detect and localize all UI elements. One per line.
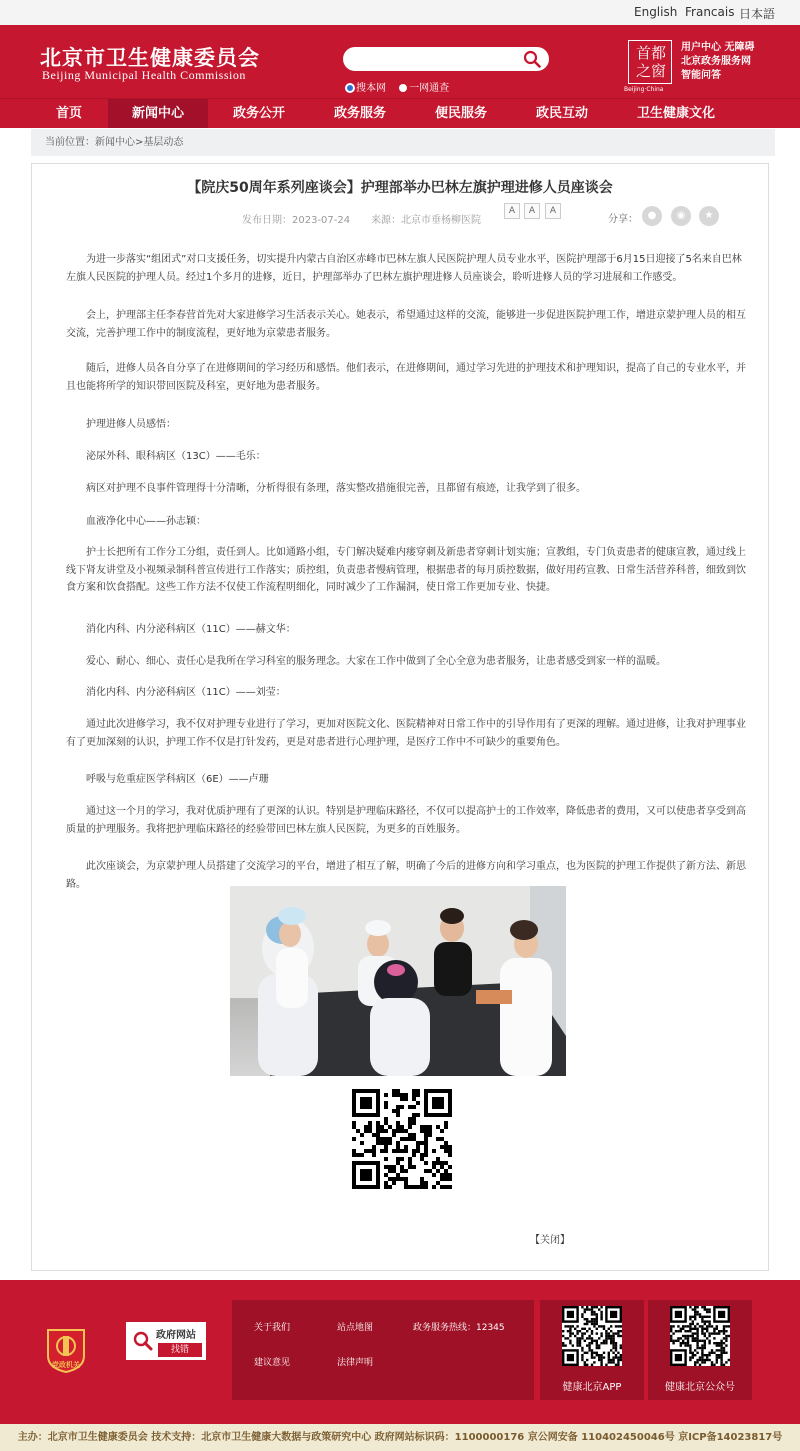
find-error-box[interactable] <box>124 1320 208 1362</box>
user-center-link[interactable]: 用户中心 无障碍 <box>681 42 755 53</box>
nav-gov-open[interactable]: 政务公开 <box>232 106 285 121</box>
paragraph: 护士长把所有工作分工分组，责任到人。比如通路小组，专门解决疑难内瘘穿刺及新患者穿刺计划实施；宣教组，专门负责患者的健康宣教，通过线上线下肾友讲堂及小视频录制科普宣传进行工作落实；质控组，负责患者慢病管理，根据患者的每月质控数据，做好用药宣教、日常生活营养科普，细致到饮食方案和饮食搭配。这些工作方法不仅使工作流程明细化，同时减少了工作漏洞，使日常工作更加专业、快捷。 <box>66 547 746 593</box>
paragraph: 爱心、耐心、细心、责任心是我所在学习科室的服务理念。大家在工作中做到了全心全意为患者服务，让患者感受到家一样的温暖。 <box>86 656 666 667</box>
paragraph: 呼吸与危重症医学科病区（6E）——卢珊 <box>86 774 269 785</box>
site-footer <box>0 1280 800 1424</box>
capital-window-seal[interactable] <box>628 40 672 84</box>
paragraph: 会上，护理部主任李春营首先对大家进修学习生活表示关心。她表示，希望通过这样的交流，能够进一步促进医院护理工作，增进京蒙护理人员的相互交流，完善护理工作中的制度流程，更好地为京蒙患者服务。 <box>66 310 746 339</box>
user-links <box>681 41 754 83</box>
site-header <box>0 25 800 98</box>
nav-gov-service[interactable]: 政务服务 <box>333 106 386 121</box>
gov-service-link[interactable]: 北京政务服务网 <box>681 56 751 67</box>
paragraph: 消化内科、内分泌科病区（11C）——赫文华： <box>86 624 296 635</box>
legal-link[interactable]: 法律声明 <box>337 1358 374 1368</box>
radio-site[interactable]: 搜本网 <box>346 83 386 94</box>
article-qr-code <box>352 1089 452 1189</box>
search-box[interactable] <box>343 47 549 71</box>
weibo-share-icon[interactable]: ◉ <box>671 206 691 226</box>
footer-links-panel <box>232 1300 534 1400</box>
wechat-share-icon[interactable]: ● <box>642 206 662 226</box>
search-icon[interactable] <box>523 50 541 68</box>
nav-culture[interactable]: 卫生健康文化 <box>636 106 715 121</box>
font-normal-button[interactable]: A <box>524 203 540 219</box>
about-link[interactable]: 关于我们 <box>254 1323 291 1333</box>
qr-code-graphic <box>562 1306 622 1366</box>
lang-french-link[interactable]: Francais <box>685 5 735 19</box>
paragraph: 通过此次进修学习，我不仅对护理专业进行了学习，更加对医院文化、医院精神对日常工作中的引导作用有了更深的理解。通过进修，让我对护理事业有了更加深刻的认识，护理工作不仅是打针发药，更是对患者进行心理护理，是医疗工作中不可缺少的重要角色。 <box>66 719 746 748</box>
meeting-photo <box>230 886 566 1076</box>
article-source: 来源：北京市垂杨柳医院 <box>371 215 481 226</box>
sitemap-link[interactable]: 站点地图 <box>337 1323 374 1333</box>
paragraph: 消化内科、内分泌科病区（11C）——刘莹： <box>86 687 286 698</box>
site-logo-en: Beijing Municipal Health Commission <box>42 68 246 82</box>
nav-convenience[interactable]: 便民服务 <box>434 106 487 121</box>
badge-label: 党政机关 <box>52 1361 80 1369</box>
paragraph: 为进一步落实“组团式”对口支援任务，切实提升内蒙古自治区赤峰市巴林左旗人民医院护理人员专业水平，医院护理部于6月15日迎接了5名来自巴林左旗人民医院的护理人员。经过1个多月的进修，近日，护理部举办了巴林左旗护理进修人员座谈会，聆听进修人员的学习进展和工作感受。 <box>66 254 742 283</box>
radio-dot-checked <box>346 84 354 92</box>
share-label: 分享： <box>608 214 638 225</box>
radio-all[interactable]: 一网通查 <box>399 83 449 94</box>
paragraph: 泌尿外科、眼科病区（13C）——毛乐： <box>86 451 266 462</box>
footer-copyright: 主办：北京市卫生健康委员会 技术支持：北京市卫生健康大数据与政策研究中心 政府网站标识码：1100000176 京公网安备 110402450046号 京ICP备14023817号 <box>0 1424 800 1451</box>
language-bar <box>0 0 800 25</box>
app-qr-box <box>540 1300 644 1400</box>
wechat-qr-code <box>670 1306 730 1366</box>
smart-qa-link[interactable]: 智能问答 <box>681 70 721 81</box>
find-error-label: 找错 <box>158 1343 202 1357</box>
suggestion-link[interactable]: 建议意见 <box>254 1358 291 1368</box>
lang-english-link[interactable]: English <box>634 5 678 19</box>
meeting-photo-illustration <box>230 886 566 1076</box>
lang-japanese-link[interactable]: 日本語 <box>739 7 776 21</box>
site-logo-cn[interactable]: 北京市卫生健康委员会 <box>40 45 260 70</box>
nav-news[interactable]: 新闻中心 <box>108 99 208 128</box>
party-gov-badge[interactable] <box>44 1324 88 1374</box>
seal-chars: 首都之窗 <box>635 44 666 80</box>
qr-code-graphic <box>670 1306 730 1366</box>
app-qr-code <box>562 1306 622 1366</box>
radio-dot <box>399 84 407 92</box>
app-qr-label: 健康北京APP <box>562 1382 622 1393</box>
wechat-qr-box <box>648 1300 752 1400</box>
gov-site-label: 政府网站 <box>156 1330 196 1341</box>
paragraph: 随后，进修人员各自分享了在进修期间的学习经历和感悟。他们表示，在进修期间，通过学习先进的护理技术和护理知识，提高了自己的专业水平，并且也能将所学的知识带回医院及科室，更好地为患者服务。 <box>66 363 746 392</box>
close-link[interactable]: 【关闭】 <box>530 1235 570 1246</box>
article-card <box>31 163 769 1271</box>
hotline-text: 政务服务热线：12345 <box>413 1323 505 1333</box>
nav-home[interactable]: 首页 <box>55 106 82 121</box>
qr-code-graphic <box>352 1089 452 1189</box>
font-increase-button[interactable]: A <box>545 203 561 219</box>
paragraph: 此次座谈会，为京蒙护理人员搭建了交流学习的平台，增进了相互了解，明确了今后的进修方向和学习重点，也为医院的护理工作提供了新方法、新思路。 <box>66 861 746 890</box>
paragraph: 护理进修人员感悟： <box>86 419 176 430</box>
font-decrease-button[interactable]: A <box>504 203 520 219</box>
wechat-qr-label: 健康北京公众号 <box>665 1382 735 1393</box>
search-input[interactable] <box>353 50 513 68</box>
search-scope <box>346 79 459 94</box>
paragraph: 病区对护理不良事件管理得十分清晰，分析得很有条理，落实整改措施很完善，且都留有痕迹，让我学到了很多。 <box>86 483 586 494</box>
magnifier-icon <box>132 1330 154 1352</box>
article-date: 发布日期：2023-07-24 <box>242 215 351 226</box>
favorite-star-icon[interactable]: ★ <box>699 206 719 226</box>
nav-interaction[interactable]: 政民互动 <box>535 106 588 121</box>
main-nav <box>0 98 800 128</box>
article-title: 【院庆50周年系列座谈会】护理部举办巴林左旗护理进修人员座谈会 <box>187 180 613 196</box>
paragraph: 血液净化中心——孙志颖： <box>86 516 206 527</box>
seal-en: Beijing·China <box>624 86 664 93</box>
paragraph: 通过这一个月的学习，我对优质护理有了更深的认识。特别是护理临床路径，不仅可以提高护士的工作效率，降低患者的费用，又可以使患者享受到高质量的护理服务。我将把护理临床路径的经验带回巴林左旗人民医院，为更多的百姓服务。 <box>66 806 746 835</box>
breadcrumb: 当前位置：新闻中心>基层动态 <box>31 129 775 156</box>
